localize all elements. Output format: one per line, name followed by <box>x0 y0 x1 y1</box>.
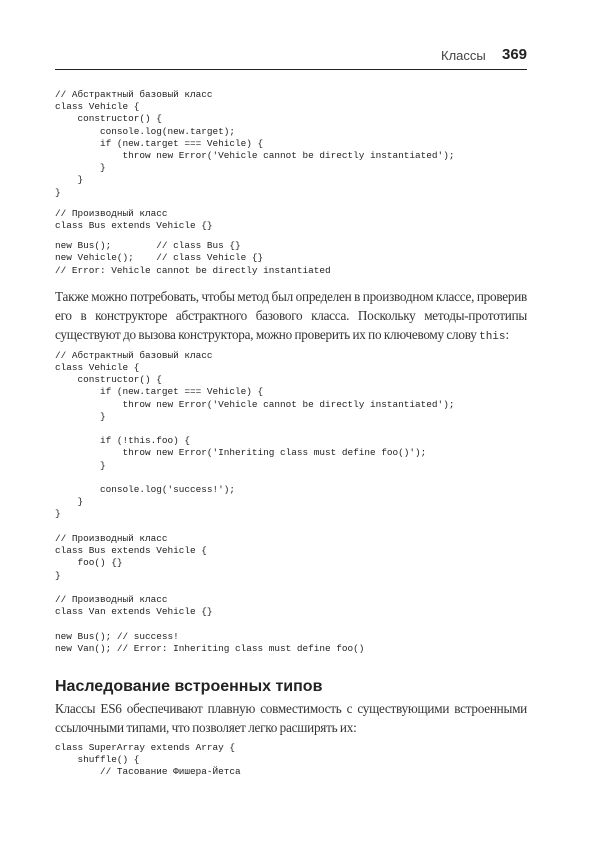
running-header-section: Классы <box>441 48 486 63</box>
code-block-bus: // Производный класс class Bus extends Vehicle {} <box>55 207 213 232</box>
code-block-foo-check: // Абстрактный базовый класс class Vehicle { constructor() { if (new.target === Vehicle) { throw new Error('Vehicle cannot be directly instantiated'); } if (!this.foo) { throw new Error('Inheriting class must define foo()'); } console.log('success!'); } } // Производный класс class Bus extends Vehicle { foo() {} } // Производный класс class Van extends Vehicle {} new Bus(); // success! new Van(); // Error: Inheriting class must define foo() <box>55 349 455 654</box>
section-heading: Наследование встроенных типов <box>55 677 323 695</box>
code-block-usage: new Bus(); // class Bus {} new Vehicle(); // class Vehicle {} // Error: Vehicle cannot be directly instantiated <box>55 240 331 276</box>
header-rule <box>55 69 527 70</box>
paragraph-builtin-types: Классы ES6 обеспечивают плавную совместимость с существующими встроенными ссылочными типами, что позволяет легко расширять их: <box>55 700 527 735</box>
paragraph-prototype-check <box>55 287 527 344</box>
paragraph-text: Также можно потребовать, чтобы метод был определен в производном классе, проверив его в конструкторе абстрактного базового класса. Поскольку методы-прототипы существуют до вызова конструктора, можно проверить их по ключевому слову <box>55 288 527 342</box>
code-block-abstract-vehicle: // Абстрактный базовый класс class Vehicle { constructor() { console.log(new.target); if (new.target === Vehicle) { throw new Error('Vehicle cannot be directly instantiated'); } } } <box>55 89 455 198</box>
keyword-this: this <box>479 330 506 343</box>
page-number: 369 <box>502 46 528 63</box>
page-body <box>55 89 527 779</box>
code-block-superarray: class SuperArray extends Array { shuffle() { // Тасование Фишера-Йетса <box>55 741 241 778</box>
paragraph-end: : <box>505 326 509 342</box>
